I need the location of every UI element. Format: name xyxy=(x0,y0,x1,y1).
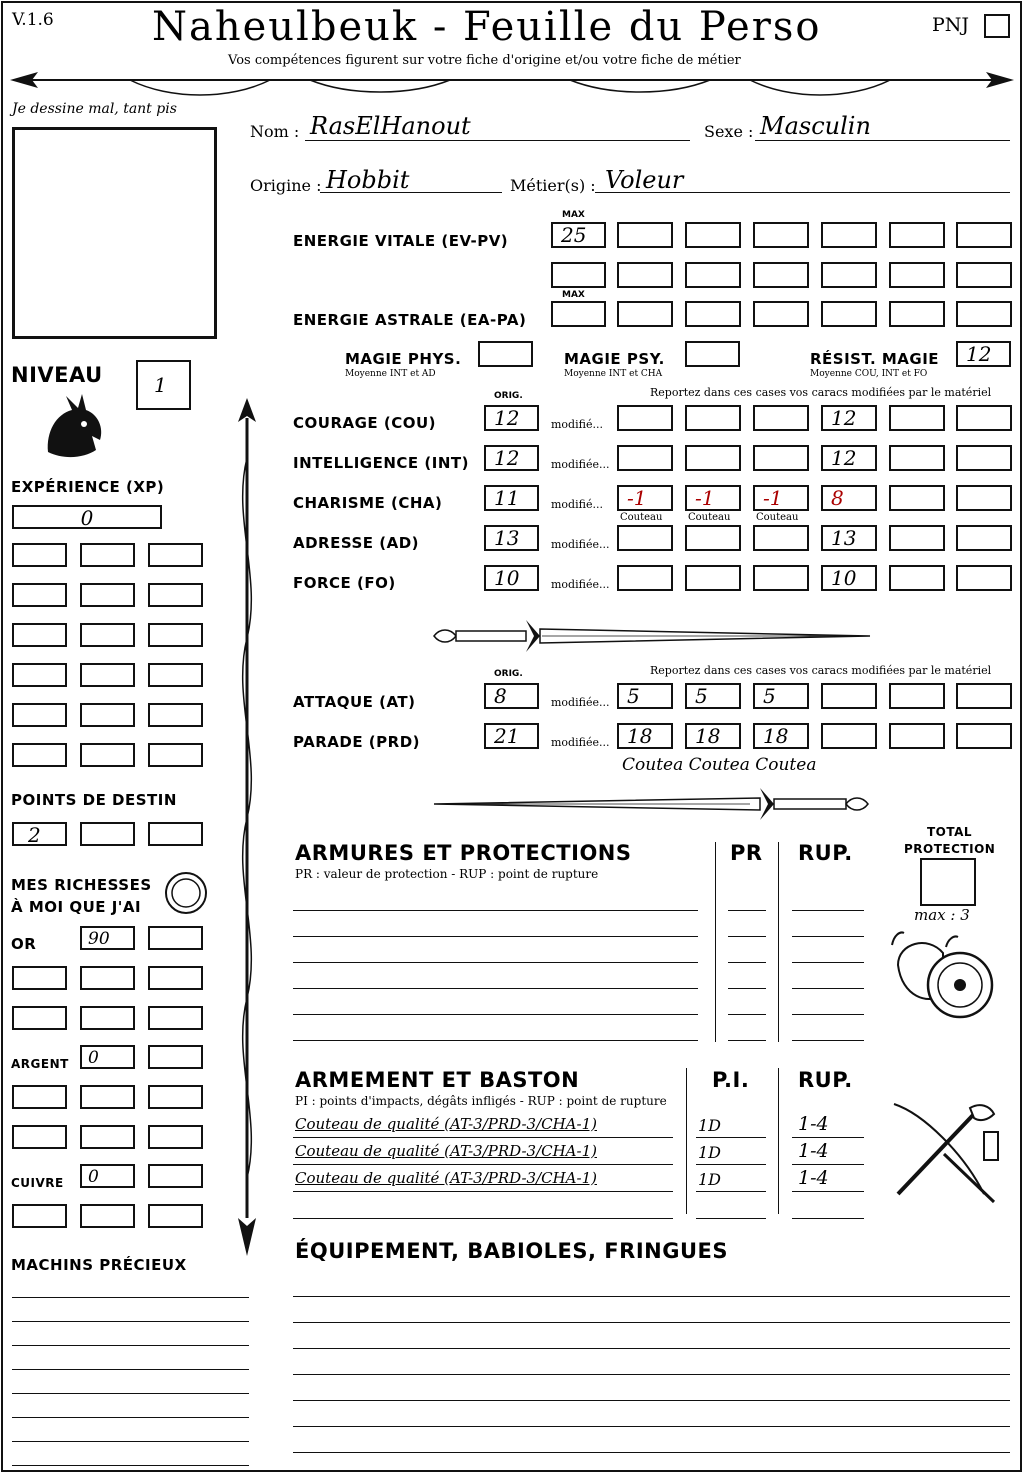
carac-mod-box[interactable] xyxy=(753,565,809,591)
combat-mod-box[interactable] xyxy=(821,683,877,709)
machins-line[interactable] xyxy=(12,1465,249,1466)
armement-rup-label: RUP. xyxy=(798,1068,853,1092)
armure-pr-line[interactable] xyxy=(728,1014,766,1015)
ea-box-2[interactable] xyxy=(753,301,809,327)
combat-mod-box[interactable] xyxy=(956,683,1012,709)
resist-magie-box[interactable]: 12 xyxy=(956,341,1011,367)
carac-mod-box-extra[interactable] xyxy=(889,445,945,471)
xp-box-3-0[interactable] xyxy=(12,663,67,687)
resist-magie-sub: Moyenne COU, INT et FO xyxy=(810,369,928,379)
total-label-2: PROTECTION xyxy=(904,842,996,856)
weapon-line xyxy=(293,1218,673,1219)
carac-mod-box-extra[interactable] xyxy=(889,405,945,431)
armure-line[interactable] xyxy=(293,1040,698,1041)
weapon-line xyxy=(293,1164,673,1165)
armure-line[interactable] xyxy=(293,1014,698,1015)
portrait-box[interactable] xyxy=(12,127,217,339)
weapon-name[interactable]: Couteau de qualité (AT-3/PRD-3/CHA-1) xyxy=(295,1115,597,1133)
ev-box-0-5[interactable] xyxy=(956,222,1012,248)
machins-line[interactable] xyxy=(12,1369,249,1370)
xp-box-0-2[interactable] xyxy=(148,543,203,567)
coin-icon xyxy=(163,870,209,916)
combat-orig-label: ORIG. xyxy=(494,669,523,679)
page-title: Naheulbeuk - Feuille du Perso xyxy=(152,4,822,50)
money-box-0-1[interactable] xyxy=(148,926,203,950)
combat-mod-box[interactable]: 5 xyxy=(685,683,741,709)
equipement-title: ÉQUIPEMENT, BABIOLES, FRINGUES xyxy=(295,1239,728,1263)
xp-box-1-2[interactable] xyxy=(148,583,203,607)
ev-box-1-0[interactable] xyxy=(617,262,673,288)
total-label-1: TOTAL xyxy=(927,825,973,839)
xp-box-5-2[interactable] xyxy=(148,743,203,767)
equipement-line[interactable] xyxy=(293,1374,1010,1375)
combat-mod-box[interactable]: 18 xyxy=(685,723,741,749)
armure-pr-line[interactable] xyxy=(728,1040,766,1041)
pnj-checkbox[interactable] xyxy=(984,14,1010,38)
money-box-1-2[interactable] xyxy=(148,966,203,990)
weapon-rup[interactable]: 1-4 xyxy=(798,1167,829,1189)
money-box-4-2[interactable] xyxy=(148,1085,203,1109)
xp-box-2-0[interactable] xyxy=(12,623,67,647)
xp-box-2-1[interactable] xyxy=(80,623,135,647)
sexe-label: Sexe : xyxy=(704,122,754,141)
money-box-7-1[interactable] xyxy=(80,1204,135,1228)
carac-mod-box[interactable] xyxy=(956,405,1012,431)
combat-mod-box[interactable] xyxy=(889,723,945,749)
destin-label: POINTS DE DESTIN xyxy=(11,791,177,809)
ev-box-0-3[interactable] xyxy=(821,222,877,248)
ev-max-box[interactable]: 25 xyxy=(551,222,606,248)
money-box-2-2[interactable] xyxy=(148,1006,203,1030)
carac-mod-box-extra[interactable] xyxy=(889,565,945,591)
carac-mod-box[interactable] xyxy=(956,485,1012,511)
combat-orig-box[interactable]: 21 xyxy=(484,723,539,749)
weapon-line xyxy=(293,1191,673,1192)
carac-note: Couteau xyxy=(688,512,731,523)
ev-box-1-5[interactable] xyxy=(956,262,1012,288)
carac-mod-box[interactable]: -1 xyxy=(685,485,741,511)
ev-label: ENERGIE VITALE (EV-PV) xyxy=(293,232,509,250)
armure-rup-line[interactable] xyxy=(792,988,864,989)
armures-sub: PR : valeur de protection - RUP : point de rupture xyxy=(295,867,599,881)
carac-mod-box[interactable] xyxy=(753,525,809,551)
carac-mod-box[interactable] xyxy=(956,445,1012,471)
money-box-7-0[interactable] xyxy=(12,1204,67,1228)
armure-rup-line[interactable] xyxy=(792,1040,864,1041)
carac-mod-box[interactable] xyxy=(617,445,673,471)
ev-box-0-4[interactable] xyxy=(889,222,945,248)
armure-pr-line[interactable] xyxy=(728,936,766,937)
weapon-rup-line xyxy=(792,1137,864,1138)
money-box-2-0[interactable] xyxy=(12,1006,67,1030)
origine-label: Origine : xyxy=(250,176,322,195)
carac-mod-label: modifié... xyxy=(551,498,603,511)
ev-box-0-0[interactable] xyxy=(617,222,673,248)
armure-pr-line[interactable] xyxy=(728,962,766,963)
armure-line[interactable] xyxy=(293,910,698,911)
sword-icon xyxy=(430,610,875,660)
nom-label: Nom : xyxy=(250,122,300,141)
page-subtitle: Vos compétences figurent sur votre fiche d'origine et/ou votre fiche de métier xyxy=(228,53,741,68)
weapon-rup-line xyxy=(792,1218,864,1219)
machins-label: MACHINS PRÉCIEUX xyxy=(11,1256,187,1274)
carac-orig-box[interactable]: 12 xyxy=(484,445,539,471)
carac-label: FORCE (FO) xyxy=(293,574,396,592)
carac-mod-box[interactable] xyxy=(685,525,741,551)
weapon-name[interactable]: Couteau de qualité (AT-3/PRD-3/CHA-1) xyxy=(295,1169,597,1187)
money-box-3-0[interactable]: 0 xyxy=(80,1045,135,1069)
carac-mod-box-extra[interactable] xyxy=(889,525,945,551)
dragon-icon xyxy=(38,392,108,462)
combat-mod-label: modifiée... xyxy=(551,696,610,709)
richesses-label-2: À MOI QUE J'AI xyxy=(11,898,142,916)
weapon-pi-line xyxy=(696,1191,766,1192)
destin-box-0[interactable]: 2 xyxy=(12,822,67,846)
carac-mod-box[interactable]: 13 xyxy=(821,525,877,551)
equipement-line[interactable] xyxy=(293,1296,1010,1297)
carac-mod-box[interactable]: -1 xyxy=(753,485,809,511)
weapon-pi[interactable]: 1D xyxy=(698,1116,722,1135)
xp-box-0-1[interactable] xyxy=(80,543,135,567)
carac-mod-label: modifié... xyxy=(551,418,603,431)
armures-rup-label: RUP. xyxy=(798,841,853,865)
weapon-pi-line xyxy=(696,1164,766,1165)
weapon-rup-line xyxy=(792,1191,864,1192)
carac-mod-box[interactable]: -1 xyxy=(617,485,673,511)
ev-max-label: MAX xyxy=(562,210,585,220)
destin-box-1[interactable] xyxy=(80,822,135,846)
magie-phys-sub: Moyenne INT et AD xyxy=(345,369,436,379)
carac-mod-box[interactable] xyxy=(617,565,673,591)
machins-line[interactable] xyxy=(12,1441,249,1442)
carac-mod-box[interactable]: 8 xyxy=(821,485,877,511)
ea-box-3[interactable] xyxy=(821,301,877,327)
xp-box-4-0[interactable] xyxy=(12,703,67,727)
xp-box-1-0[interactable] xyxy=(12,583,67,607)
weapons-icon xyxy=(884,1094,1008,1214)
combat-mod-box[interactable]: 18 xyxy=(753,723,809,749)
destin-box-2[interactable] xyxy=(148,822,203,846)
carac-report-note: Reportez dans ces cases vos caracs modifiées par le matériel xyxy=(650,386,992,399)
combat-report-note: Reportez dans ces cases vos caracs modifiées par le matériel xyxy=(650,664,992,677)
armures-title: ARMURES ET PROTECTIONS xyxy=(295,841,632,865)
carac-mod-box[interactable] xyxy=(617,525,673,551)
money-box-3-1[interactable] xyxy=(148,1045,203,1069)
xp-label: EXPÉRIENCE (XP) xyxy=(11,478,165,496)
combat-label: PARADE (PRD) xyxy=(293,733,421,751)
carac-mod-label: modifiée... xyxy=(551,578,610,591)
weapon-pi[interactable]: 1D xyxy=(698,1143,722,1162)
combat-mod-box[interactable] xyxy=(889,683,945,709)
cuivre-label: CUIVRE xyxy=(11,1176,64,1190)
carac-note: Couteau xyxy=(756,512,799,523)
magie-phys-label: MAGIE PHYS. xyxy=(345,350,462,368)
money-box-5-2[interactable] xyxy=(148,1125,203,1149)
armures-pr-label: PR xyxy=(730,841,763,865)
combat-mod-box[interactable] xyxy=(821,723,877,749)
armure-rup-line[interactable] xyxy=(792,1014,864,1015)
or-label: OR xyxy=(11,935,37,953)
armure-rup-line[interactable] xyxy=(792,910,864,911)
ev-box-0-1[interactable] xyxy=(685,222,741,248)
ev-box-1-4[interactable] xyxy=(889,262,945,288)
weapon-pi[interactable]: 1D xyxy=(698,1170,722,1189)
combat-mod-box[interactable]: 5 xyxy=(753,683,809,709)
carac-mod-box[interactable] xyxy=(956,565,1012,591)
carac-orig-label: ORIG. xyxy=(494,391,523,401)
carac-mod-box[interactable] xyxy=(685,445,741,471)
carac-mod-box[interactable]: 12 xyxy=(821,445,877,471)
machins-line[interactable] xyxy=(12,1393,249,1394)
carac-mod-box[interactable] xyxy=(685,405,741,431)
sword-icon-2 xyxy=(430,780,875,830)
money-box-0-0[interactable]: 90 xyxy=(80,926,135,950)
magie-psy-sub: Moyenne INT et CHA xyxy=(564,369,663,379)
xp-box-2-2[interactable] xyxy=(148,623,203,647)
money-box-1-0[interactable] xyxy=(12,966,67,990)
xp-box-5-0[interactable] xyxy=(12,743,67,767)
money-box-7-2[interactable] xyxy=(148,1204,203,1228)
niveau-label: NIVEAU xyxy=(11,363,103,387)
carac-mod-label: modifiée... xyxy=(551,458,610,471)
argent-label: ARGENT xyxy=(11,1057,69,1071)
ea-max-box[interactable] xyxy=(551,301,606,327)
combat-orig-box[interactable]: 8 xyxy=(484,683,539,709)
machins-line[interactable] xyxy=(12,1297,249,1298)
armure-line[interactable] xyxy=(293,962,698,963)
carac-mod-box[interactable] xyxy=(753,405,809,431)
equipement-line[interactable] xyxy=(293,1452,1010,1453)
ev-box-extra[interactable] xyxy=(551,262,606,288)
money-box-6-1[interactable] xyxy=(148,1164,203,1188)
ea-box-4[interactable] xyxy=(889,301,945,327)
pnj-label: PNJ xyxy=(932,14,970,36)
machins-line[interactable] xyxy=(12,1417,249,1418)
ev-box-0-2[interactable] xyxy=(753,222,809,248)
weapon-pi-line xyxy=(696,1137,766,1138)
carac-mod-box[interactable] xyxy=(956,525,1012,551)
money-box-5-0[interactable] xyxy=(12,1125,67,1149)
armement-sub: PI : points d'impacts, dégâts infligés - RUP : point de rupture xyxy=(295,1094,667,1108)
money-box-2-1[interactable] xyxy=(80,1006,135,1030)
xp-box-3-1[interactable] xyxy=(80,663,135,687)
xp-box-4-2[interactable] xyxy=(148,703,203,727)
xp-box-5-1[interactable] xyxy=(80,743,135,767)
combat-label: ATTAQUE (AT) xyxy=(293,693,416,711)
weapon-name[interactable]: Couteau de qualité (AT-3/PRD-3/CHA-1) xyxy=(295,1142,597,1160)
money-box-6-0[interactable]: 0 xyxy=(80,1164,135,1188)
armure-rup-line[interactable] xyxy=(792,936,864,937)
weapon-rup-line xyxy=(792,1164,864,1165)
carac-mod-box[interactable]: 12 xyxy=(821,405,877,431)
ev-box-1-3[interactable] xyxy=(821,262,877,288)
magie-phys-box[interactable] xyxy=(478,341,533,367)
vertical-spear-icon xyxy=(232,398,262,1258)
carac-label: CHARISME (CHA) xyxy=(293,494,443,512)
max-note: max : 3 xyxy=(914,906,970,924)
ea-box-0[interactable] xyxy=(617,301,673,327)
ev-box-1-1[interactable] xyxy=(685,262,741,288)
armure-pr-line[interactable] xyxy=(728,910,766,911)
resist-magie-label: RÉSIST. MAGIE xyxy=(810,350,940,368)
xp-box-3-2[interactable] xyxy=(148,663,203,687)
armement-pi-label: P.I. xyxy=(712,1068,750,1092)
carac-orig-box[interactable]: 12 xyxy=(484,405,539,431)
machins-line[interactable] xyxy=(12,1321,249,1322)
weapon-rup[interactable]: 1-4 xyxy=(798,1113,829,1135)
combat-mod-label: modifiée... xyxy=(551,736,610,749)
version-label: V.1.6 xyxy=(12,10,54,30)
carac-mod-box[interactable] xyxy=(617,405,673,431)
armure-line[interactable] xyxy=(293,936,698,937)
carac-mod-box[interactable] xyxy=(685,565,741,591)
carac-mod-box[interactable] xyxy=(753,445,809,471)
ea-label: ENERGIE ASTRALE (EA-PA) xyxy=(293,311,527,329)
total-protection-box[interactable] xyxy=(920,858,976,906)
carac-label: COURAGE (COU) xyxy=(293,414,437,432)
carac-mod-box[interactable]: 10 xyxy=(821,565,877,591)
armement-title: ARMEMENT ET BASTON xyxy=(295,1068,580,1092)
weapon-rup[interactable]: 1-4 xyxy=(798,1140,829,1162)
armure-rup-line[interactable] xyxy=(792,962,864,963)
portrait-caption: Je dessine mal, tant pis xyxy=(12,101,177,117)
xp-box[interactable]: 0 xyxy=(12,505,162,529)
equipement-line[interactable] xyxy=(293,1322,1010,1323)
origine-value[interactable]: Hobbit xyxy=(326,166,410,194)
weapon-line xyxy=(293,1137,673,1138)
combat-mod-box[interactable]: 18 xyxy=(617,723,673,749)
money-box-4-1[interactable] xyxy=(80,1085,135,1109)
carac-label: INTELLIGENCE (INT) xyxy=(293,454,469,472)
sexe-value[interactable]: Masculin xyxy=(760,112,871,140)
machins-line[interactable] xyxy=(12,1345,249,1346)
metier-label: Métier(s) : xyxy=(510,176,596,195)
xp-box-1-1[interactable] xyxy=(80,583,135,607)
spear-divider-icon xyxy=(10,66,1014,102)
ea-box-1[interactable] xyxy=(685,301,741,327)
armure-pr-line[interactable] xyxy=(728,988,766,989)
combat-mod-box[interactable]: 5 xyxy=(617,683,673,709)
xp-box-4-1[interactable] xyxy=(80,703,135,727)
weapon-pi-line xyxy=(696,1218,766,1219)
ea-max-label: MAX xyxy=(562,290,585,300)
carac-orig-box[interactable]: 11 xyxy=(484,485,539,511)
equipement-line[interactable] xyxy=(293,1348,1010,1349)
niveau-box[interactable]: 1 xyxy=(136,360,191,410)
equipement-line[interactable] xyxy=(293,1400,1010,1401)
metier-value[interactable]: Voleur xyxy=(605,166,684,194)
combat-weapon-note: Coutea Coutea Coutea xyxy=(622,755,817,775)
armure-line[interactable] xyxy=(293,988,698,989)
carac-mod-label: modifiée... xyxy=(551,538,610,551)
magie-psy-label: MAGIE PSY. xyxy=(564,350,665,368)
ea-box-5[interactable] xyxy=(956,301,1012,327)
magie-psy-box[interactable] xyxy=(685,341,740,367)
money-box-1-1[interactable] xyxy=(80,966,135,990)
nom-value[interactable]: RasElHanout xyxy=(310,112,471,140)
helmet-shield-icon xyxy=(888,925,998,1035)
combat-mod-box[interactable] xyxy=(956,723,1012,749)
carac-orig-box[interactable]: 10 xyxy=(484,565,539,591)
xp-box-0-0[interactable] xyxy=(12,543,67,567)
carac-note: Couteau xyxy=(620,512,663,523)
money-box-5-1[interactable] xyxy=(80,1125,135,1149)
money-box-4-0[interactable] xyxy=(12,1085,67,1109)
ev-box-1-2[interactable] xyxy=(753,262,809,288)
carac-label: ADRESSE (AD) xyxy=(293,534,420,552)
equipement-line[interactable] xyxy=(293,1426,1010,1427)
richesses-label-1: MES RICHESSES xyxy=(11,876,152,894)
carac-orig-box[interactable]: 13 xyxy=(484,525,539,551)
carac-mod-box-extra[interactable] xyxy=(889,485,945,511)
